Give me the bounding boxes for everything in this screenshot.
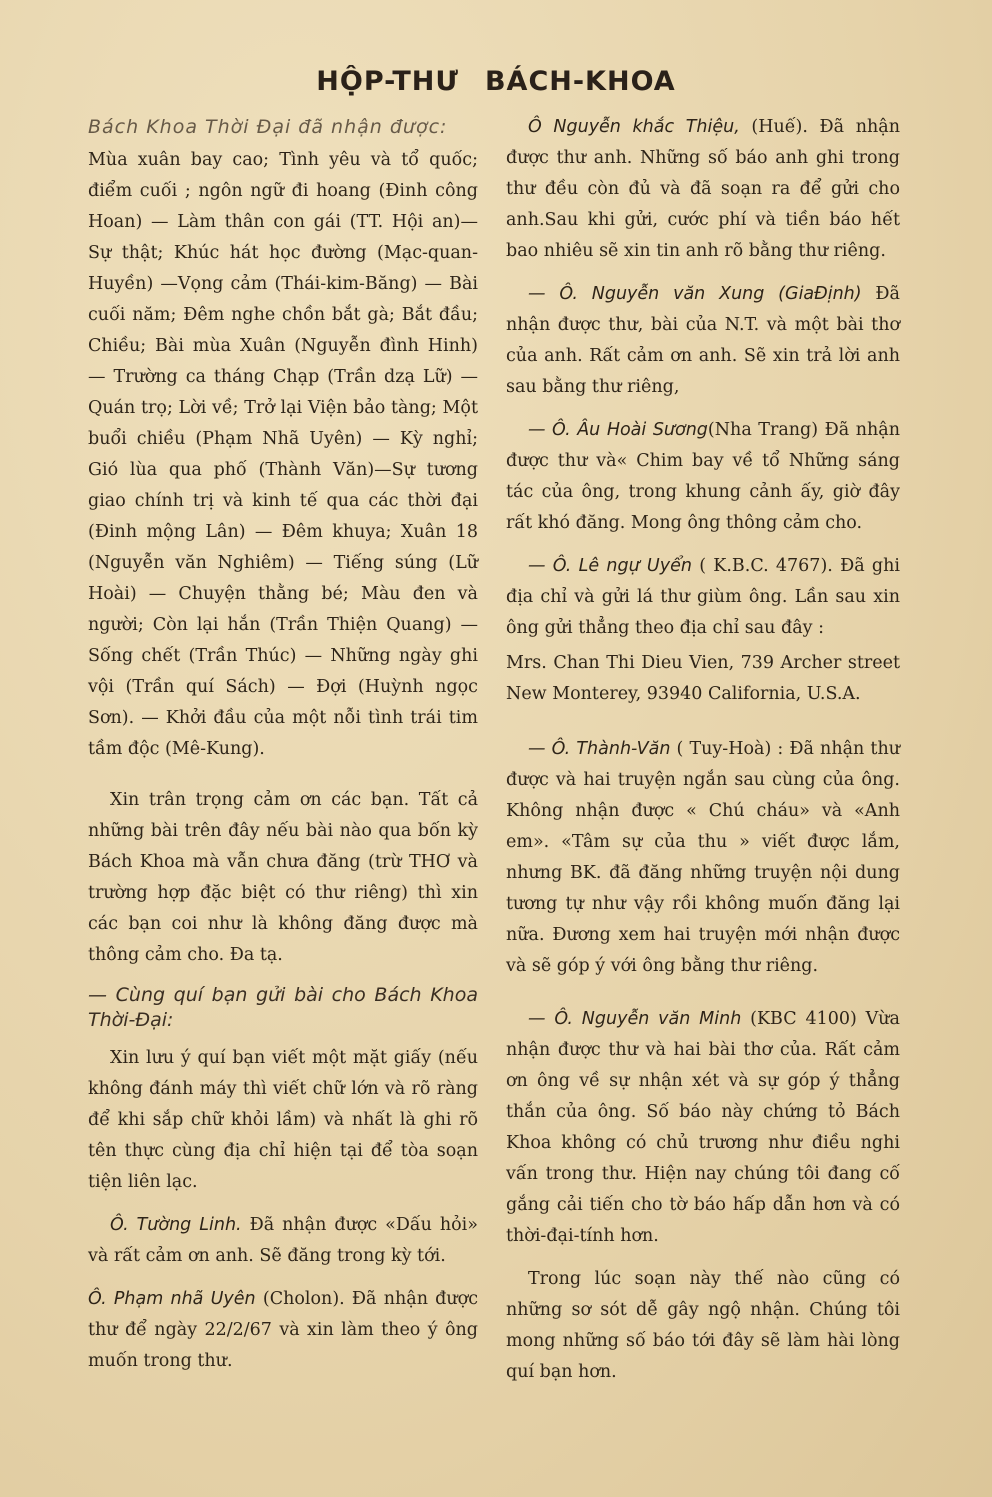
reply-text: (Huế). Đã nhận được thư anh. Những số báo anh ghi trong thư đều còn đủ và đã soạn ra để gửi cho anh.Sau khi gửi, cước phí và tiền báo hết bao nhiêu sẽ xin tin anh rõ bằng thư riêng.	[506, 117, 900, 261]
reply-name: Ô. Tường Linh.	[110, 1215, 242, 1235]
reply-le-ngu-uyen	[506, 551, 900, 644]
thanks-paragraph: Xin trân trọng cảm ơn các bạn. Tất cả những bài trên đây nếu bài nào qua bốn kỳ Bách Khoa mà vẫn chưa đăng (trừ THƠ và trường hợp đặc biệt có thư riêng) thì xin các bạn coi như là không đăng được mà thông cảm cho. Đa tạ.	[88, 790, 478, 965]
closing-paragraph: Trong lúc soạn này thế nào cũng có những sơ sót dễ gây ngộ nhận. Chúng tôi mong những số báo tới đây sẽ làm hài lòng quí bạn hơn.	[506, 1269, 900, 1382]
reply-text: ( Tuy-Hoà) : Đã nhận thư được và hai truyện ngắn sau cùng của ông. Không nhận được « Chú cháu» và «Anh em». «Tâm sự của thu » viết được lắm, nhưng BK. đã đăng những truyện nội dung tương tự như vậy rồi không muốn đăng lại nữa. Đương xem hai truyện mới nhận được và sẽ góp ý với ông bằng thư riêng.	[506, 739, 900, 976]
reply-name: Ô. Phạm nhã Uyên	[88, 1289, 256, 1309]
title-part1: HỘP-THƯ	[316, 66, 459, 97]
notice-header: — Cùng quí bạn gửi bài cho Bách Khoa Thời-Đại:	[88, 984, 478, 1031]
reply-place: (Nha Trang)	[707, 420, 819, 440]
title-part2: BÁCH-KHOA	[484, 66, 676, 97]
reply-name: — Ô. Nguyễn văn Xung (GiaĐịnh)	[528, 284, 862, 304]
mailing-address: Mrs. Chan Thi Dieu Vien, 739 Archer street New Monterey, 93940 California, U.S.A.	[506, 653, 900, 704]
reply-name: — Ô. Âu Hoài Sương	[528, 420, 708, 440]
reply-nguyen-khac-thieu	[506, 112, 900, 267]
reply-text: Đã nhận được thư, bài của N.T. và một bài thơ của anh. Rất cảm ơn anh. Sẽ xin trả lời anh sau bằng thư riêng,	[506, 284, 900, 397]
reply-text: Đã nhận được «Dấu hỏi» và rất cảm ơn anh. Sẽ đăng trong kỳ tới.	[88, 1215, 478, 1266]
reply-place: ( K.B.C. 4767).	[699, 556, 833, 576]
reply-name: — Ô. Lê ngự Uyển	[528, 556, 692, 576]
reply-pham-nha-uyen	[88, 1284, 478, 1377]
reply-text: Đã nhận được thư và« Chim bay về tổ Những sáng tác của ông, trong khung cảnh ấy, giờ đây rất khó đăng. Mong ông thông cảm cho.	[506, 420, 900, 533]
reply-text: (Cholon). Đã nhận được thư để ngày 22/2/67 và xin làm theo ý ông muốn trong thư.	[88, 1289, 478, 1371]
received-list: Mùa xuân bay cao; Tình yêu và tổ quốc; điểm cuối ; ngôn ngữ đi hoang (Đinh công Hoan) — Làm thân con gái (TT. Hội an)— Sự thật; Khúc hát học đường (Mạc-quan-Huyền) —Vọng cảm (Thái-kim-Băng) — Bài cuối năm; Đêm nghe chồn bắt gà; Bắt đầu; Chiều; Bài mùa Xuân (Nguyễn đình Hinh) — Trường ca tháng Chạp (Trần dzạ Lữ) — Quán trọ; Lời về; Trở lại Viện bảo tàng; Một buổi chiều (Phạm Nhã Uyên) — Kỳ nghỉ; Gió lùa qua phố (Thành Văn)—Sự tương giao chính trị và kinh tế qua các thời đại (Đinh mộng Lân) — Đêm khuya; Xuân 18 (Nguyễn văn Nghiêm) — Tiếng súng (Lữ Hoài) — Chuyện thằng bé; Màu đen và người; Còn lại hắn (Trần Thiện Quang) — Sống chết (Trần Thúc) — Những ngày ghi vội (Trần quí Sách) — Đợi (Huỳnh ngọc Sơn). — Khởi đầu của một nỗi tình trái tim tầm độc (Mê-Kung).	[88, 150, 478, 759]
left-column	[88, 112, 478, 1389]
reply-thanh-van	[506, 734, 900, 982]
reply-tuong-linh	[88, 1210, 478, 1272]
reply-text: Đã ghi địa chỉ và gửi lá thư giùm ông. Lần sau xin ông gửi thẳng theo địa chỉ sau đây :	[506, 556, 900, 638]
reply-nguyen-van-minh	[506, 1004, 900, 1252]
reply-name: — Ô. Nguyễn văn Minh	[528, 1009, 742, 1029]
right-column	[506, 112, 900, 1388]
reply-au-hoai-suong	[506, 415, 900, 539]
received-header: Bách Khoa Thời Đại đã nhận được:	[88, 116, 448, 138]
reply-name: Ô Nguyễn khắc Thiệu,	[528, 117, 740, 137]
reply-name: — Ô. Thành-Văn	[528, 739, 671, 759]
reply-text: (KBC 4100) Vừa nhận được thư và hai bài thơ của. Rất cảm ơn ông về sự nhận xét và sự góp ý thẳng thắn của ông. Số báo này chứng tỏ Bách Khoa không có chủ trương như điều nghi vấn trong thư. Hiện nay chúng tôi đang cố gắng cải tiến cho tờ báo hấp dẫn hơn và có thời-đại-tính hơn.	[506, 1009, 900, 1246]
notice-paragraph: Xin lưu ý quí bạn viết một mặt giấy (nếu không đánh máy thì viết chữ lớn và rõ ràng để khi sắp chữ khỏi lầm) và nhất là ghi rõ tên thực cùng địa chỉ hiện tại để tòa soạn tiện liên lạc.	[88, 1048, 478, 1192]
page-title	[0, 66, 992, 97]
reply-nguyen-van-xung	[506, 279, 900, 403]
